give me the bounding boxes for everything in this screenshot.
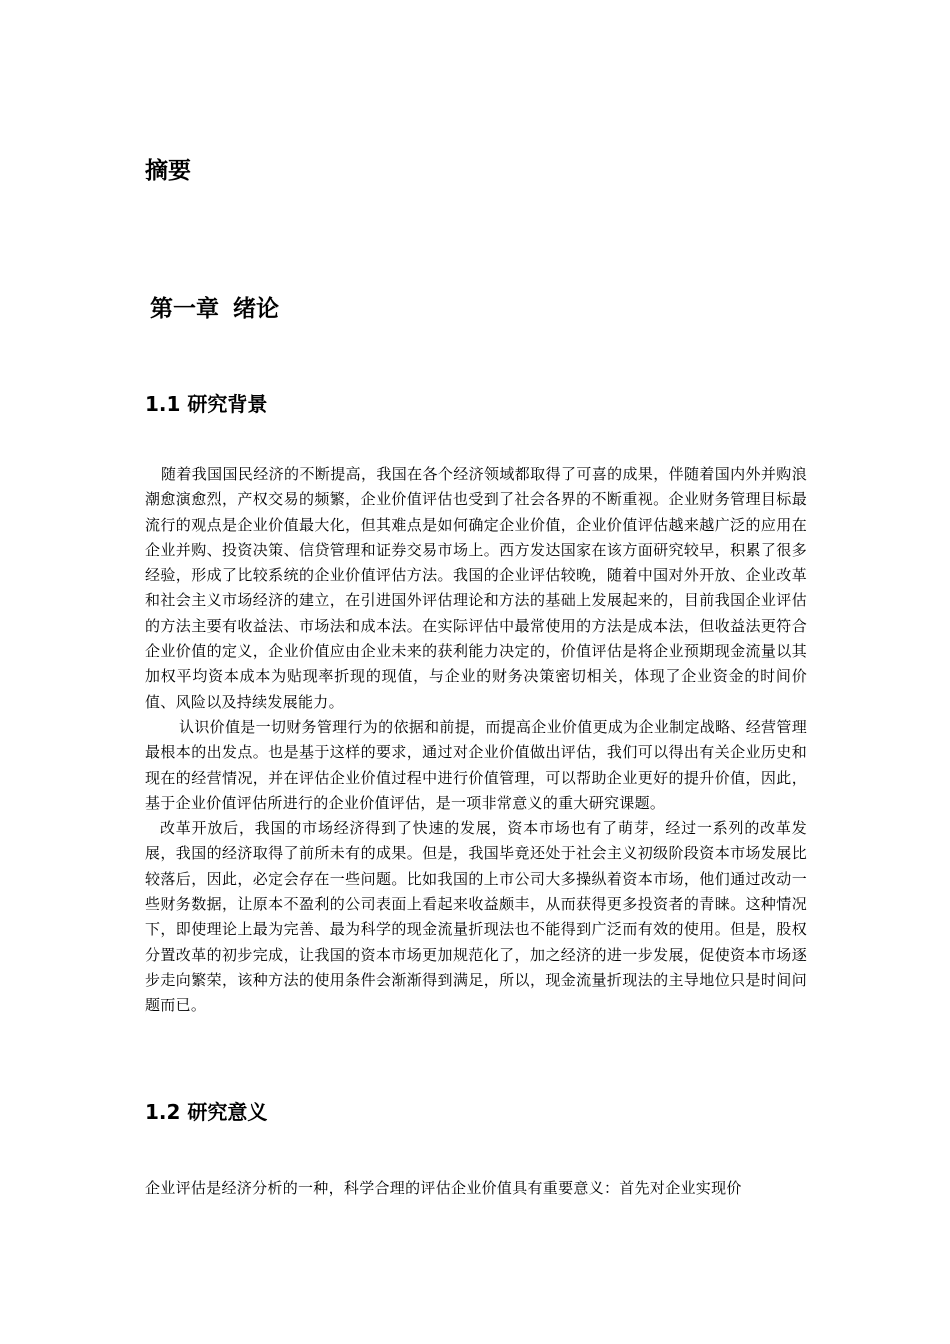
abstract-heading: 摘要 [145,158,191,184]
section-heading-research-significance: 1.2 研究意义 [145,1100,268,1124]
section-heading-research-background: 1.1 研究背景 [145,392,268,416]
paragraph: 改革开放后，我国的市场经济得到了快速的发展，资本市场也有了萌芽，经过一系列的改革发展，我国的经济取得了前所未有的成果。但是，我国毕竟还处于社会主义初级阶段资本市场发展比较落后，因此，必定会存在一些问题。比如我国的上市公司大多操纵着资本市场，他们通过改动一些财务数据，让原本不盈利的公司表面上看起来收益颇丰，从而获得更多投资者的青睐。这种情况下，即使理论上最为完善、最为科学的现金流量折现法也不能得到广泛而有效的使用。但是，股权分置改革的初步完成，让我国的资本市场更加规范化了，加之经济的进一步发展，促使资本市场逐步走向繁荣，该种方法的使用条件会渐渐得到满足，所以，现金流量折现法的主导地位只是时间问题而已。 [145,819,807,1015]
paragraph: 认识价值是一切财务管理行为的依据和前提，而提高企业价值更成为企业制定战略、经营管理最根本的出发点。也是基于这样的要求，通过对企业价值做出评估，我们可以得出有关企业历史和现在的经营情况，并在评估企业价值过程中进行价值管理，可以帮助企业更好的提升价值，因此，基于企业价值评估所进行的企业价值评估，是一项非常意义的重大研究课题。 [145,717,807,812]
paragraph: 随着我国国民经济的不断提高，我国在各个经济领域都取得了可喜的成果，伴随着国内外并购浪潮愈演愈烈，产权交易的频繁，企业价值评估也受到了社会各界的不断重视。企业财务管理目标最流行的观点是企业价值最大化，但其难点是如何确定企业价值，企业价值评估越来越广泛的应用在企业并购、投资决策、信贷管理和证券交易市场上。西方发达国家在该方面研究较早，积累了很多经验，形成了比较系统的企业价值评估方法。我国的企业评估较晚，随着中国对外开放、企业改革和社会主义市场经济的建立，在引进国外评估理论和方法的基础上发展起来的，目前我国企业评估的方法主要有收益法、市场法和成本法。在实际评估中最常使用的方法是成本法，但收益法更符合企业价值的定义，企业价值应由企业未来的获利能力决定的，价值评估是将企业预期现金流量以其加权平均资本成本为贴现率折现的现值，与企业的财务决策密切相关，体现了企业资金的时间价值、风险以及持续发展能力。 [145,465,807,711]
research-background-body [145,462,807,1019]
research-significance-body [145,1176,807,1201]
chapter-heading: 第一章 绪论 [150,296,280,322]
paragraph: 企业评估是经济分析的一种，科学合理的评估企业价值具有重要意义：首先对企业实现价 [145,1179,742,1197]
